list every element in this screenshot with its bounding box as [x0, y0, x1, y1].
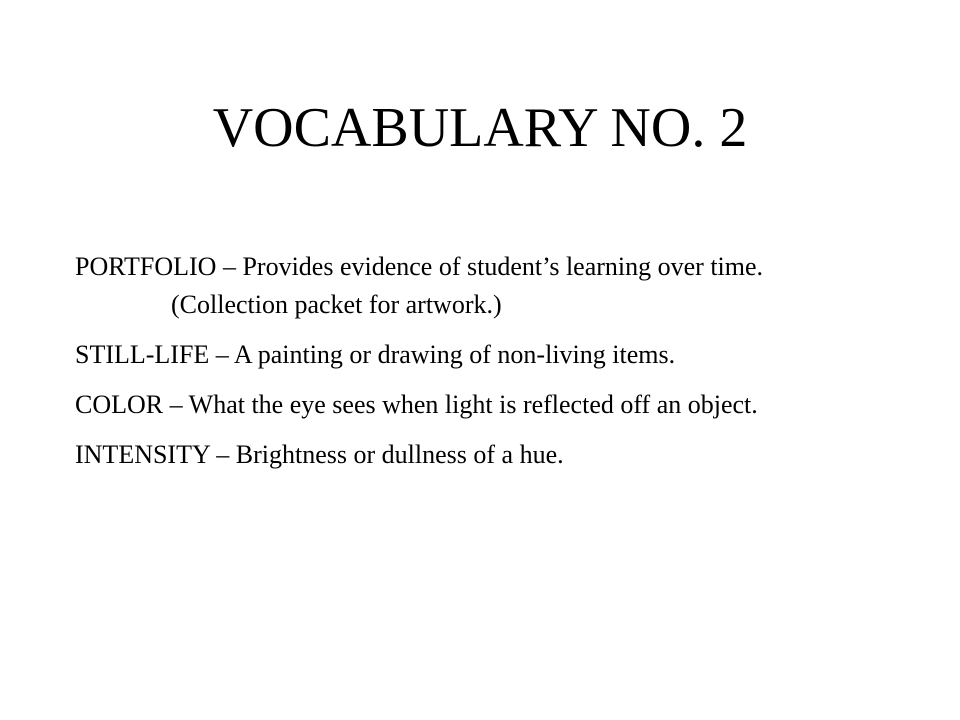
vocabulary-entry-still-life: STILL-LIFE – A painting or drawing of non-living items.: [75, 340, 676, 369]
slide-title: VOCABULARY NO. 2: [212, 97, 748, 159]
vocabulary-entry-portfolio: PORTFOLIO – Provides evidence of student’s learning over time. (Collection packet for artwork.): [75, 252, 764, 319]
vocabulary-entry-intensity: INTENSITY – Brightness or dullness of a hue.: [75, 440, 564, 469]
vocabulary-list: [75, 248, 875, 486]
vocabulary-entry-color: COLOR – What the eye sees when light is reflected off an object.: [75, 390, 758, 419]
